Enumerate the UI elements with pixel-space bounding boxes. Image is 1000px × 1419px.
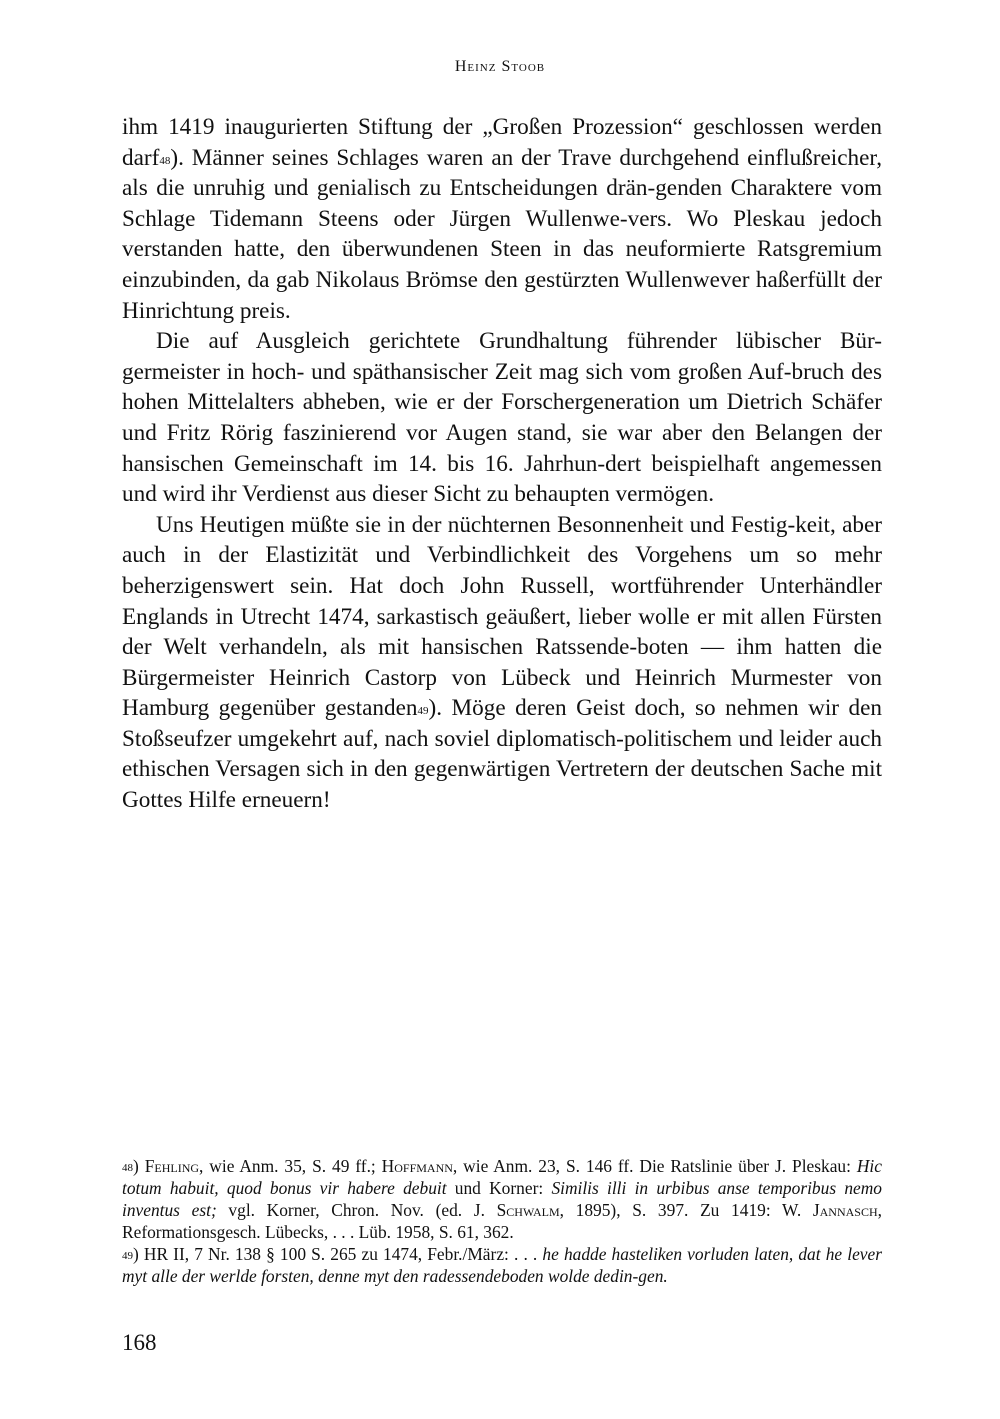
text-run: dert beispielhaft angemessen und wird ihr Verdienst aus dieser Sicht zu <box>122 450 882 508</box>
paragraph <box>122 112 882 326</box>
text-run: anse temporibus nemo inventus est; <box>122 1178 882 1220</box>
text-run: ihm 1419 inaugurierten Stiftung der „Großen Prozession“ geschlossen <box>122 114 804 140</box>
text-run: Dietrich Schäfer und Fritz Rörig faszinierend vor Augen stand, sie war <box>122 389 883 446</box>
text-run: aber den Belangen der hansischen Gemeinschaft im 14. bis 16. Jahrhun- <box>122 419 882 477</box>
text-run: bruch des hohen Mittelalters abheben, wie er der Forschergeneration um <box>122 358 882 416</box>
text-run: Unterhändler Englands in Utrecht 1474, sarkastisch geäußert, lieber wolle <box>122 572 882 630</box>
text-run: ) HR II, 7 Nr. 138 § 100 S. 265 zu 1474, Febr./März: . . . <box>133 1244 543 1264</box>
text-run: Zu 1419: W. <box>700 1200 813 1220</box>
text-run: J. Pleskau: <box>775 1156 857 1176</box>
text-run: boten — ihm hatten die Bürgermeister Heinrich Castorp von Lübeck und <box>122 634 883 691</box>
text-run: Hoffmann <box>381 1156 453 1176</box>
paragraph <box>122 510 882 816</box>
text-run: ). Männer seines Schlages waren an der Trave durchgehend <box>170 144 740 171</box>
text-run: so mehr beherzigenswert sein. Hat doch John Russell, wortführender <box>122 542 882 599</box>
footnote-marker: 49 <box>122 1250 133 1262</box>
text-run: und Korner: <box>446 1178 552 1198</box>
text-run: gestürzten Wullenwever haßerfüllt der Hinrichtung preis. <box>122 266 883 324</box>
text-run: Heinrich Murmester von Hamburg gegenüber gestanden <box>122 664 882 722</box>
footnote-marker: 48 <box>122 1162 133 1174</box>
text-run: , wie Anm. 23, S. 146 ff. Die Ratslinie über <box>452 1156 770 1176</box>
footnote-49 <box>122 1243 882 1287</box>
text-run: Uns Heutigen müßte sie in der nüchternen Besonnenheit und Festig- <box>156 511 796 538</box>
text-run: vgl. Korner, Chron. Nov. (ed. J. <box>216 1200 497 1220</box>
footnote-marker: 48 <box>159 154 171 167</box>
footnote-marker: 49 <box>417 705 429 718</box>
page-number: 168 <box>122 1330 157 1355</box>
paragraph <box>122 326 882 510</box>
text-run: vers. Wo Pleskau jedoch verstanden hatte, den überwundenen Steen in <box>122 205 882 263</box>
text-run: gen. <box>638 1266 668 1286</box>
text-run: werden darf <box>122 114 882 171</box>
text-run: Geist doch, so nehmen wir den Stoßseufzer umgekehrt auf, nach soviel <box>122 695 882 752</box>
text-run: diplomatisch-politischem und leider auch ethischen Versagen sich in den <box>122 725 883 783</box>
text-run: ). Möge deren <box>428 695 567 722</box>
text-run: Die auf Ausgleich gerichtete Grundhaltung führender lübischer Bür- <box>156 328 882 355</box>
text-run: Jannasch <box>812 1200 878 1220</box>
text-run: , 1895), S. 397. <box>559 1200 689 1220</box>
text-run: Hic totum habuit, quod bonus vir habere debuit <box>122 1156 882 1198</box>
text-run: germeister in hoch- und späthansischer Zeit mag sich vom großen Auf- <box>122 358 792 385</box>
text-run: , wie Anm. 35, S. 49 ff.; <box>199 1156 382 1176</box>
text-run: Schwalm <box>496 1200 560 1220</box>
text-run: genden Charaktere vom Schlage Tidemann Steens oder Jürgen Wullenwe- <box>122 175 883 232</box>
text-run: keit, aber auch in der Elastizität und Verbindlichkeit des Vorgehens um <box>122 511 882 569</box>
main-text <box>122 112 882 816</box>
text-run: he hadde hasteliken vorluden <box>542 1244 749 1264</box>
text-run: Fehling <box>144 1156 200 1176</box>
footnotes <box>122 1155 882 1287</box>
running-head: Heinz Stoob <box>454 58 546 75</box>
text-run: er mit allen Fürsten der Welt verhandeln, als mit hansischen Ratssende- <box>122 603 882 661</box>
text-run: behaupten vermögen. <box>514 481 715 508</box>
text-run: das neuformierte Ratsgremium einzubinden, da gab Nikolaus Brömse den <box>122 236 882 293</box>
text-run: Similis illi in urbibus <box>551 1178 710 1198</box>
text-run: gegenwärtigen Vertretern der deutschen Sache mit Gottes Hilfe erneuern! <box>122 756 883 814</box>
text-run: ) <box>133 1156 145 1176</box>
text-run: laten, dat he lever myt alle der werlde forsten, denne myt den radessendeboden wolde dedin- <box>122 1244 882 1286</box>
text-run: einflußreicher, als die unruhig und genialisch zu Entscheidungen drän- <box>122 144 883 202</box>
text-run: , Reformationsgesch. Lübecks, . . . Lüb. 1958, S. 61, 362. <box>122 1200 883 1242</box>
footnote-48 <box>122 1155 882 1243</box>
